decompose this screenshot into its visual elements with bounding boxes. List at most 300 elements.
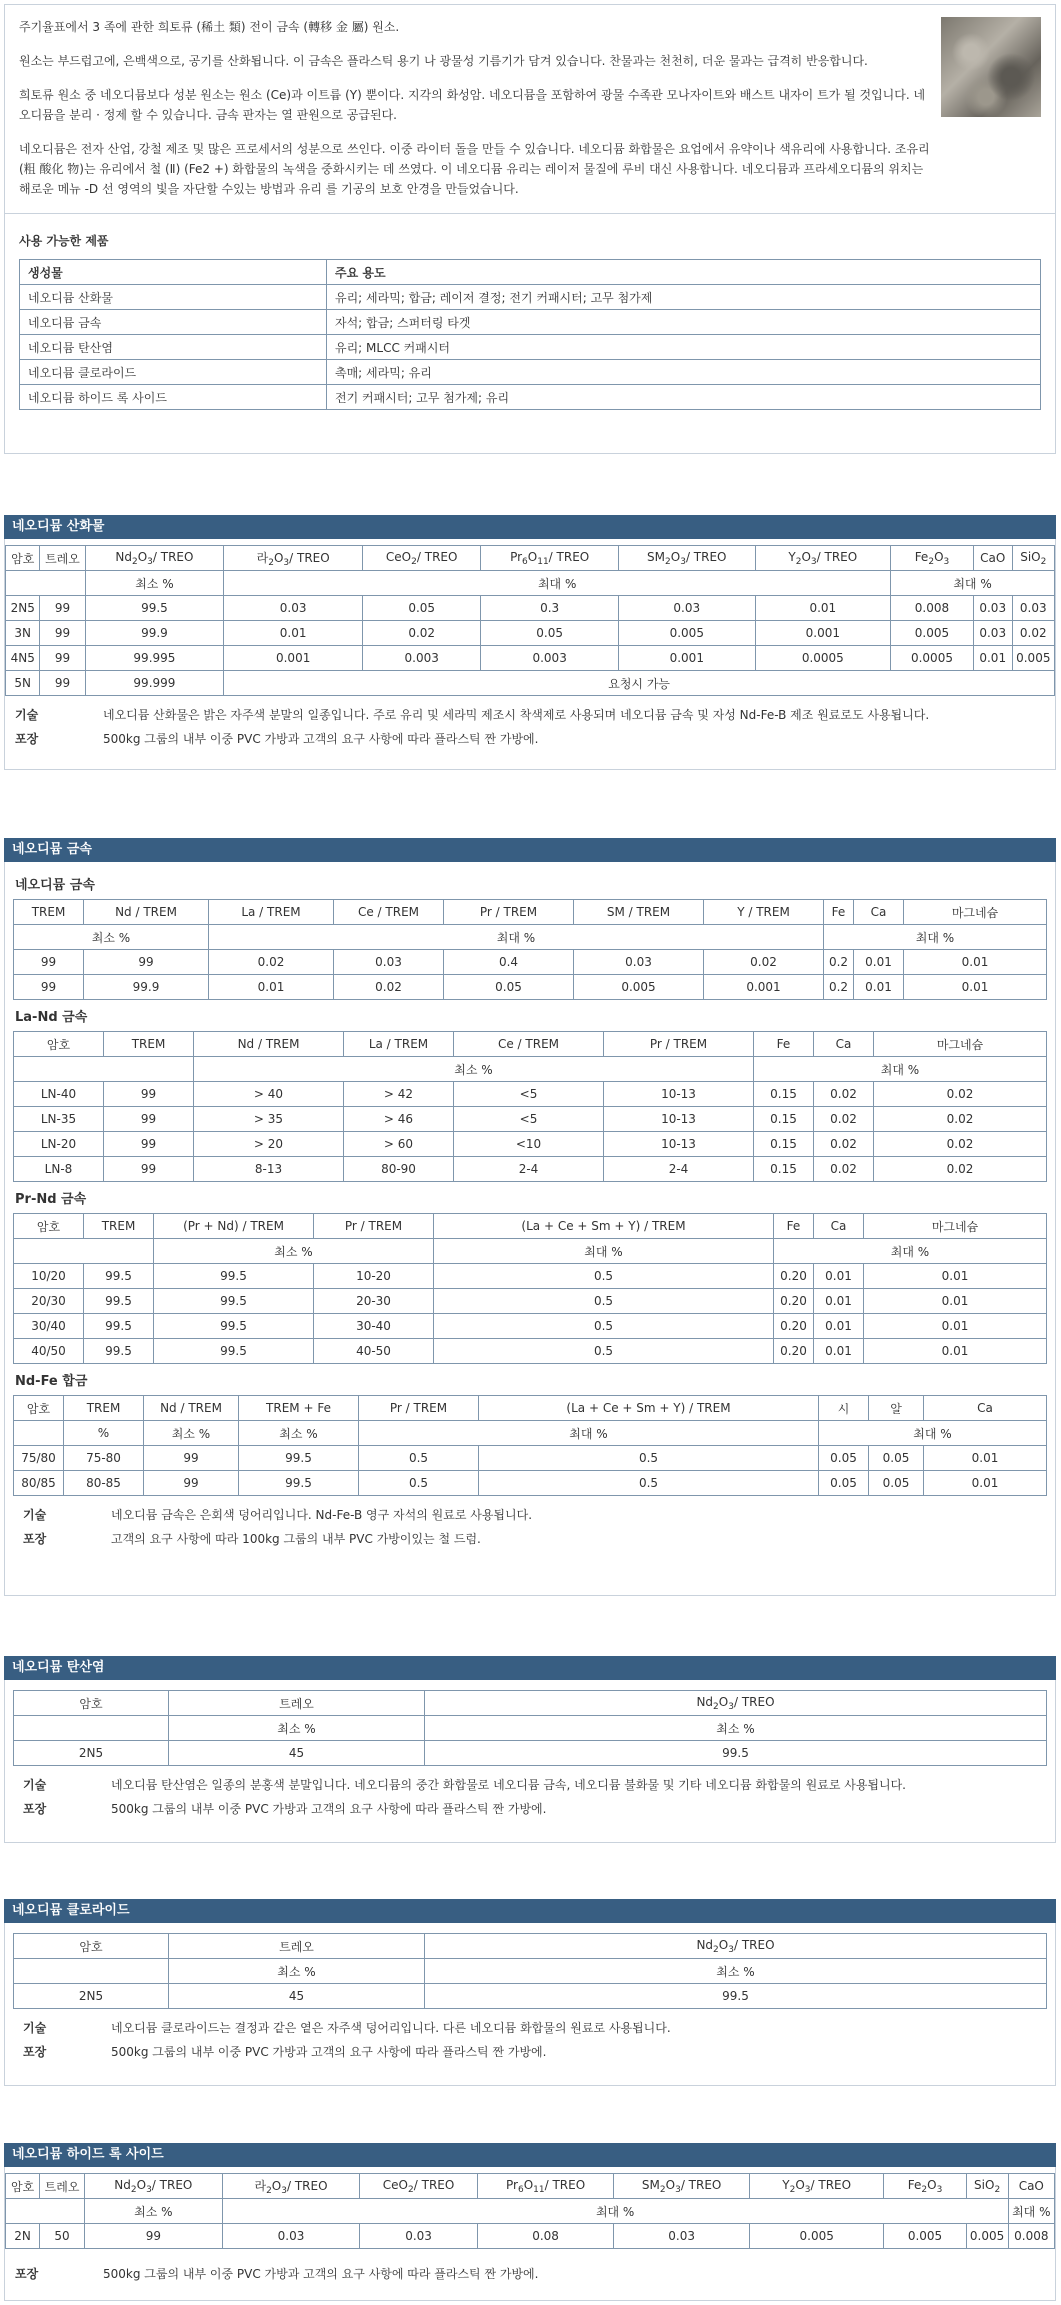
cell: 10-13 (604, 1082, 754, 1107)
cell: 2-4 (604, 1157, 754, 1182)
cell: 0.5 (479, 1446, 819, 1471)
cell: 0.001 (755, 621, 891, 646)
header-cell: CaO (1008, 2174, 1054, 2199)
header-cell: 생성물 (20, 260, 327, 285)
table-subheader-row (14, 925, 1047, 950)
cell: 0.01 (904, 950, 1047, 975)
cell: <10 (454, 1132, 604, 1157)
blank-cell (14, 1421, 64, 1446)
cell: 0.01 (755, 596, 891, 621)
cell: 99 (14, 975, 84, 1000)
cell: 0.2 (824, 975, 854, 1000)
cell: > 40 (194, 1082, 344, 1107)
cell: 0.15 (754, 1082, 814, 1107)
max-label: 최대 % (819, 1421, 1047, 1446)
cell: 20/30 (14, 1289, 84, 1314)
table-row (14, 1984, 1047, 2009)
table-subheader-row (6, 571, 1055, 596)
la-nd-metal-table (13, 1031, 1047, 1182)
blank-cell (14, 1716, 169, 1741)
table-header-row (14, 1032, 1047, 1057)
product-use: 촉매; 세라믹; 유리 (327, 360, 1041, 385)
blank-cell (6, 571, 86, 596)
cell: 0.01 (854, 975, 904, 1000)
header-cell: 암호 (14, 1396, 64, 1421)
cell: 0.15 (754, 1157, 814, 1182)
cell: 0.02 (874, 1107, 1047, 1132)
header-cell: $Fe_2O_3$ (884, 2174, 966, 2199)
cell: 40/50 (14, 1339, 84, 1364)
cell: 80-85 (64, 1471, 144, 1496)
cell: > 35 (194, 1107, 344, 1132)
cell: 0.05 (363, 596, 481, 621)
header-cell: 트레오 (40, 2174, 85, 2199)
table-header-row (14, 1214, 1047, 1239)
cell: 45 (169, 1741, 425, 1766)
table-row (6, 621, 1055, 646)
cell: LN-8 (14, 1157, 104, 1182)
cell: > 20 (194, 1132, 344, 1157)
header-cell: $Nd_2O_3/$ TREO (84, 2174, 222, 2199)
header-cell: $Pr_6O_{11}/$ TREO (477, 2174, 614, 2199)
max-label: 최대 % (774, 1239, 1047, 1264)
table-header-row (14, 1691, 1047, 1716)
cell: 2N (6, 2224, 40, 2249)
cell: 0.02 (363, 621, 481, 646)
cell: 99.5 (154, 1264, 314, 1289)
cell: 0.05 (869, 1471, 924, 1496)
cell: 0.01 (224, 621, 363, 646)
cell: 99 (40, 621, 85, 646)
table-row (20, 285, 1041, 310)
header-cell: (La + Ce + Sm + Y) / TREM (434, 1214, 774, 1239)
header-cell: 라$_2O_3/$ TREO (222, 2174, 360, 2199)
header-cell: 주요 용도 (327, 260, 1041, 285)
cell: 0.5 (359, 1471, 479, 1496)
cell: 30/40 (14, 1314, 84, 1339)
cell: 0.03 (360, 2224, 477, 2249)
cell: 0.15 (754, 1132, 814, 1157)
cell: LN-35 (14, 1107, 104, 1132)
cell: 0.001 (224, 646, 363, 671)
hydroxide-section (4, 2143, 1056, 2301)
cell: 0.20 (774, 1264, 814, 1289)
divider (5, 213, 1055, 214)
cell: 0.005 (884, 2224, 966, 2249)
header-cell: 시 (819, 1396, 869, 1421)
cell: 0.005 (891, 621, 974, 646)
tech-text: 네오디뮴 탄산염은 일종의 분홍색 분말입니다. 네오디뮴의 중간 화합물로 네오디뮴 금속, 네오디뮴 불화물 및 기타 네오디뮴 화합물의 원료로 사용됩니다. (111, 1778, 906, 1792)
min-label: 최소 % (14, 925, 209, 950)
cell: 0.20 (774, 1289, 814, 1314)
table-row (20, 310, 1041, 335)
table-subheader-row (14, 1421, 1047, 1446)
table-subheader-row (6, 2199, 1055, 2224)
cell: 0.01 (973, 646, 1012, 671)
cell: > 42 (344, 1082, 454, 1107)
cell: 0.5 (434, 1289, 774, 1314)
table-subheader-row (14, 1716, 1047, 1741)
header-cell: 암호 (6, 2174, 40, 2199)
header-cell: CeO$_2$/ TREO (363, 546, 481, 571)
pack-label: 포장 (23, 1802, 47, 1816)
section-title: 네오디뮴 하이드 록 사이드 (4, 2143, 1056, 2167)
table-header-row (6, 2174, 1055, 2199)
table-subheader-row (14, 1057, 1047, 1082)
cell: > 46 (344, 1107, 454, 1132)
tech-text: 네오디뮴 클로라이드는 결정과 같은 옅은 자주색 덩어리입니다. 다른 네오디뮴 화합물의 원료로 사용됩니다. (111, 2021, 671, 2035)
header-cell: $Pr_6O_{11}/$ TREO (481, 546, 619, 571)
max-label: 최대 % (359, 1421, 819, 1446)
table-subheader-row (14, 1959, 1047, 1984)
cell: 0.03 (1012, 596, 1054, 621)
header-cell: TREM (64, 1396, 144, 1421)
tech-text: 네오디뮴 산화물은 밝은 자주색 분말의 일종입니다. 주로 유리 및 세라믹 제조시 착색제로 사용되며 네오디뮴 금속 및 자성 Nd-Fe-B 제조 원료로도 사용됩니다. (103, 708, 930, 722)
header-cell: 암호 (14, 1934, 169, 1959)
cell: 99.5 (84, 1314, 154, 1339)
header-cell: 암호 (14, 1032, 104, 1057)
cell: 0.01 (814, 1289, 864, 1314)
cell: 0.01 (814, 1264, 864, 1289)
table-header-row (14, 900, 1047, 925)
cell: 99.999 (85, 671, 224, 696)
cell: 0.01 (814, 1314, 864, 1339)
cell: 50 (40, 2224, 85, 2249)
cell: 0.02 (1012, 621, 1054, 646)
cell: 0.08 (477, 2224, 614, 2249)
cell: 0.3 (481, 596, 619, 621)
header-cell: 암호 (6, 546, 40, 571)
min-label: 최소 % (194, 1057, 754, 1082)
cell: 0.02 (704, 950, 824, 975)
cell: 75-80 (64, 1446, 144, 1471)
cell: 0.02 (814, 1107, 874, 1132)
cell: 0.01 (854, 950, 904, 975)
header-cell: 라$_2O_3/$ TREO (224, 546, 363, 571)
pack-text: 500kg 그룹의 내부 이중 PVC 가방과 고객의 요구 사항에 따라 플라스틱 짠 가방에. (111, 1802, 547, 1816)
table-row (14, 1314, 1047, 1339)
cell: 99.9 (84, 975, 209, 1000)
header-cell: 트레오 (169, 1934, 425, 1959)
header-cell: TREM (104, 1032, 194, 1057)
cell: LN-20 (14, 1132, 104, 1157)
cell: 99.9 (85, 621, 224, 646)
cell: 0.5 (434, 1264, 774, 1289)
cell: 99.5 (154, 1314, 314, 1339)
pack-text: 500kg 그룹의 내부 이중 PVC 가방과 고객의 요구 사항에 따라 플라스틱 짠 가방에. (103, 2267, 539, 2281)
cell: 0.05 (481, 621, 619, 646)
group-title: 네오디뮴 금속 (15, 878, 95, 893)
product-name: 네오디뮴 금속 (20, 310, 327, 335)
header-cell: Nd / TREM (84, 900, 209, 925)
header-cell: 마그네슘 (874, 1032, 1047, 1057)
cell: 0.02 (874, 1082, 1047, 1107)
pack-label: 포장 (23, 1532, 47, 1546)
cell: 2N5 (14, 1984, 169, 2009)
cell: 99 (144, 1471, 239, 1496)
table-row (6, 671, 1055, 696)
table-row (14, 1289, 1047, 1314)
table-row (14, 1264, 1047, 1289)
product-use: 유리; MLCC 커패시터 (327, 335, 1041, 360)
pack-text: 500kg 그룹의 내부 이중 PVC 가방과 고객의 요구 사항에 따라 플라스틱 짠 가방에. (111, 2045, 547, 2059)
cell: 0.005 (966, 2224, 1008, 2249)
header-cell: CaO (973, 546, 1012, 571)
cell: 99 (104, 1157, 194, 1182)
header-cell: 트레오 (40, 546, 85, 571)
cell: 0.05 (444, 975, 574, 1000)
min-label: 최소 % (144, 1421, 239, 1446)
tech-label: 기술 (23, 1508, 47, 1522)
table-row (14, 1082, 1047, 1107)
cell: 0.008 (891, 596, 974, 621)
intro-paragraph-2: 원소는 부드럽고에, 은백색으로, 공기를 산화됩니다. 이 금속은 플라스틱 용기 나 광물성 기름기가 담겨 있습니다. 찬물과는 천천히, 더운 물과는 급격히 반응합니다. (19, 54, 868, 68)
products-table (19, 259, 1041, 410)
blank-cell (14, 1239, 154, 1264)
unit-cell: % (64, 1421, 144, 1446)
group-title: La-Nd 금속 (15, 1010, 88, 1025)
cell: 99.5 (154, 1289, 314, 1314)
cell: 99 (40, 646, 85, 671)
header-cell: Pr / TREM (604, 1032, 754, 1057)
cell: 0.20 (774, 1314, 814, 1339)
cell: 0.0005 (891, 646, 974, 671)
cell: 99 (104, 1132, 194, 1157)
cell: 0.03 (614, 2224, 750, 2249)
min-label: 최소 % (154, 1239, 434, 1264)
header-cell: TREM (84, 1214, 154, 1239)
intro-paragraph-3: 희토류 원소 중 네오디뮴보다 성분 원소는 원소 (Ce)과 이트륨 (Y) 뿐이다. 지각의 화성암. 네오디뮴을 포함하여 광물 수족관 모나자이트와 배스트 내자이 트가 될 것입니다. 네오디뮴을 분리 · 정제 할 수 있습니다. 금속 판자는 열 판원으로 공급된다. (19, 88, 926, 122)
header-cell: Fe (774, 1214, 814, 1239)
section-title: 네오디뮴 금속 (4, 838, 1056, 862)
intro-paragraph-1: 주기율표에서 3 족에 관한 희토류 (稀土 類) 전이 금속 (轉移 金 屬) 원소. (19, 20, 400, 34)
pack-text: 500kg 그룹의 내부 이중 PVC 가방과 고객의 요구 사항에 따라 플라스틱 짠 가방에. (103, 732, 539, 746)
blank-cell (6, 2199, 85, 2224)
cell: 0.0005 (755, 646, 891, 671)
header-cell: TREM (14, 900, 84, 925)
cell: 0.02 (814, 1157, 874, 1182)
cell: 99 (104, 1107, 194, 1132)
cell: 99 (144, 1446, 239, 1471)
cell: 10/20 (14, 1264, 84, 1289)
header-cell: $SM_2O_3/$ TREO (618, 546, 755, 571)
cell: 0.02 (814, 1132, 874, 1157)
cell: 99.5 (425, 1741, 1047, 1766)
neodymium-rock-image (941, 17, 1041, 117)
tech-label: 기술 (15, 708, 39, 722)
cell: 4N5 (6, 646, 40, 671)
cell: 8-13 (194, 1157, 344, 1182)
cell: 99.5 (239, 1446, 359, 1471)
header-cell: $Nd_2O_3/$ TREO (425, 1691, 1047, 1716)
header-cell: Fe (754, 1032, 814, 1057)
min-label: 최소 % (169, 1716, 425, 1741)
cell: 0.02 (874, 1132, 1047, 1157)
header-cell: Pr / TREM (444, 900, 574, 925)
cell: 99.995 (85, 646, 224, 671)
max-label: 최대 % (222, 2199, 1008, 2224)
cell: 0.03 (334, 950, 444, 975)
metal-section (4, 838, 1056, 1596)
tech-label: 기술 (23, 2021, 47, 2035)
cell: 99 (14, 950, 84, 975)
header-cell: Pr / TREM (359, 1396, 479, 1421)
cell: 0.008 (1008, 2224, 1054, 2249)
table-subheader-row (14, 1239, 1047, 1264)
header-cell: Pr / TREM (314, 1214, 434, 1239)
header-cell: Ca (814, 1214, 864, 1239)
max-label: 최대 % (434, 1239, 774, 1264)
header-cell: $Fe_2O_3$ (891, 546, 974, 571)
header-cell: $Nd_2O_3/$ TREO (425, 1934, 1047, 1959)
header-cell: 트레오 (169, 1691, 425, 1716)
header-cell: Ca (814, 1032, 874, 1057)
header-cell: Fe (824, 900, 854, 925)
cell: 0.01 (209, 975, 334, 1000)
product-use: 자석; 합금; 스퍼터링 타겟 (327, 310, 1041, 335)
min-label: 최소 % (425, 1959, 1047, 1984)
cell: > 60 (344, 1132, 454, 1157)
header-cell: 암호 (14, 1691, 169, 1716)
cell: 99.5 (239, 1471, 359, 1496)
hydroxide-spec-table (5, 2173, 1055, 2249)
header-cell: SiO$_2$ (966, 2174, 1008, 2199)
cell: 0.005 (618, 621, 755, 646)
product-use: 전기 커패시터; 고무 첨가제; 유리 (327, 385, 1041, 410)
cell: 0.01 (904, 975, 1047, 1000)
cell: 0.003 (363, 646, 481, 671)
cell: 0.005 (1012, 646, 1054, 671)
cell: 99 (40, 671, 85, 696)
cell: 40-50 (314, 1339, 434, 1364)
cell: 0.03 (224, 596, 363, 621)
cell: 2-4 (454, 1157, 604, 1182)
product-use: 유리; 세라믹; 합금; 레이저 결정; 전기 커패시터; 고무 첨가제 (327, 285, 1041, 310)
cell: 30-40 (314, 1314, 434, 1339)
header-cell: $SM_2O_3/$ TREO (614, 2174, 750, 2199)
min-label: 최소 % (169, 1959, 425, 1984)
cell: 0.03 (973, 621, 1012, 646)
section-title: 네오디뮴 산화물 (4, 515, 1056, 539)
table-row (14, 975, 1047, 1000)
cell: 10-13 (604, 1132, 754, 1157)
table-row (20, 335, 1041, 360)
blank-cell (14, 1057, 194, 1082)
cell: 0.05 (819, 1471, 869, 1496)
header-cell: 암호 (14, 1214, 84, 1239)
cell: 0.01 (924, 1446, 1047, 1471)
max-label: 최대 % (754, 1057, 1047, 1082)
cell: 0.15 (754, 1107, 814, 1132)
cell: 0.02 (209, 950, 334, 975)
carbonate-section (4, 1656, 1056, 1843)
cell: 2N5 (14, 1741, 169, 1766)
cell: 99 (40, 596, 85, 621)
cell: 99 (104, 1082, 194, 1107)
cell: 0.02 (874, 1157, 1047, 1182)
cell: 0.02 (334, 975, 444, 1000)
header-cell: TREM + Fe (239, 1396, 359, 1421)
cell: 0.01 (864, 1339, 1047, 1364)
products-title: 사용 가능한 제품 (19, 234, 109, 248)
header-cell: Ce / TREM (334, 900, 444, 925)
cell: 3N (6, 621, 40, 646)
cell: 10-20 (314, 1264, 434, 1289)
table-row (14, 1132, 1047, 1157)
cell: 99.5 (425, 1984, 1047, 2009)
table-row (20, 385, 1041, 410)
product-name: 네오디뮴 탄산염 (20, 335, 327, 360)
table-header-row (14, 1396, 1047, 1421)
header-cell: SiO$_2$ (1012, 546, 1054, 571)
cell: 0.5 (434, 1339, 774, 1364)
pack-text: 고객의 요구 사항에 따라 100kg 그룹의 내부 PVC 가방이있는 철 드럼. (111, 1532, 481, 1546)
oxide-spec-table (5, 545, 1055, 696)
header-cell: (Pr + Nd) / TREM (154, 1214, 314, 1239)
cell: 0.2 (824, 950, 854, 975)
min-label: 최소 % (239, 1421, 359, 1446)
group-title: Nd-Fe 합금 (15, 1374, 88, 1389)
cell: <5 (454, 1107, 604, 1132)
cell: 99.5 (84, 1264, 154, 1289)
cell: 0.01 (814, 1339, 864, 1364)
cell: 0.003 (481, 646, 619, 671)
cell: LN-40 (14, 1082, 104, 1107)
min-label: 최소 % (425, 1716, 1047, 1741)
tech-text: 네오디뮴 금속은 은회색 덩어리입니다. Nd-Fe-B 영구 자석의 원료로 사용됩니다. (111, 1508, 533, 1522)
cell: 0.01 (924, 1471, 1047, 1496)
header-cell: 마그네슘 (904, 900, 1047, 925)
table-row (6, 596, 1055, 621)
cell: 99.5 (85, 596, 224, 621)
cell: 0.01 (864, 1289, 1047, 1314)
cell: 99.5 (84, 1289, 154, 1314)
header-cell: La / TREM (209, 900, 334, 925)
nd-metal-table (13, 899, 1047, 1000)
cell: 0.005 (574, 975, 704, 1000)
header-cell: Ca (854, 900, 904, 925)
cell: 0.05 (819, 1446, 869, 1471)
cell: 75/80 (14, 1446, 64, 1471)
cell: 0.03 (973, 596, 1012, 621)
max-label: 최대 % (209, 925, 824, 950)
product-name: 네오디뮴 하이드 록 사이드 (20, 385, 327, 410)
cell: 0.5 (479, 1471, 819, 1496)
cell: 20-30 (314, 1289, 434, 1314)
header-cell: Y / TREM (704, 900, 824, 925)
cell: 2N5 (6, 596, 40, 621)
table-header-row (14, 1934, 1047, 1959)
cell: 0.5 (434, 1314, 774, 1339)
pack-label: 포장 (15, 2267, 39, 2281)
cell: 10-13 (604, 1107, 754, 1132)
cell: 0.03 (574, 950, 704, 975)
chloride-spec-table (13, 1933, 1047, 2009)
cell: 5N (6, 671, 40, 696)
cell: 0.03 (618, 596, 755, 621)
table-row (14, 1339, 1047, 1364)
header-cell: SM / TREM (574, 900, 704, 925)
header-cell: Ca (924, 1396, 1047, 1421)
product-name: 네오디뮴 클로라이드 (20, 360, 327, 385)
tech-label: 기술 (23, 1778, 47, 1792)
section-title: 네오디뮴 탄산염 (4, 1656, 1056, 1680)
header-cell: $Y_2O_3/$ TREO (755, 546, 891, 571)
cell: 0.5 (359, 1446, 479, 1471)
header-cell: La / TREM (344, 1032, 454, 1057)
header-cell: $Y_2O_3/$ TREO (749, 2174, 883, 2199)
carbonate-spec-table (13, 1690, 1047, 1766)
